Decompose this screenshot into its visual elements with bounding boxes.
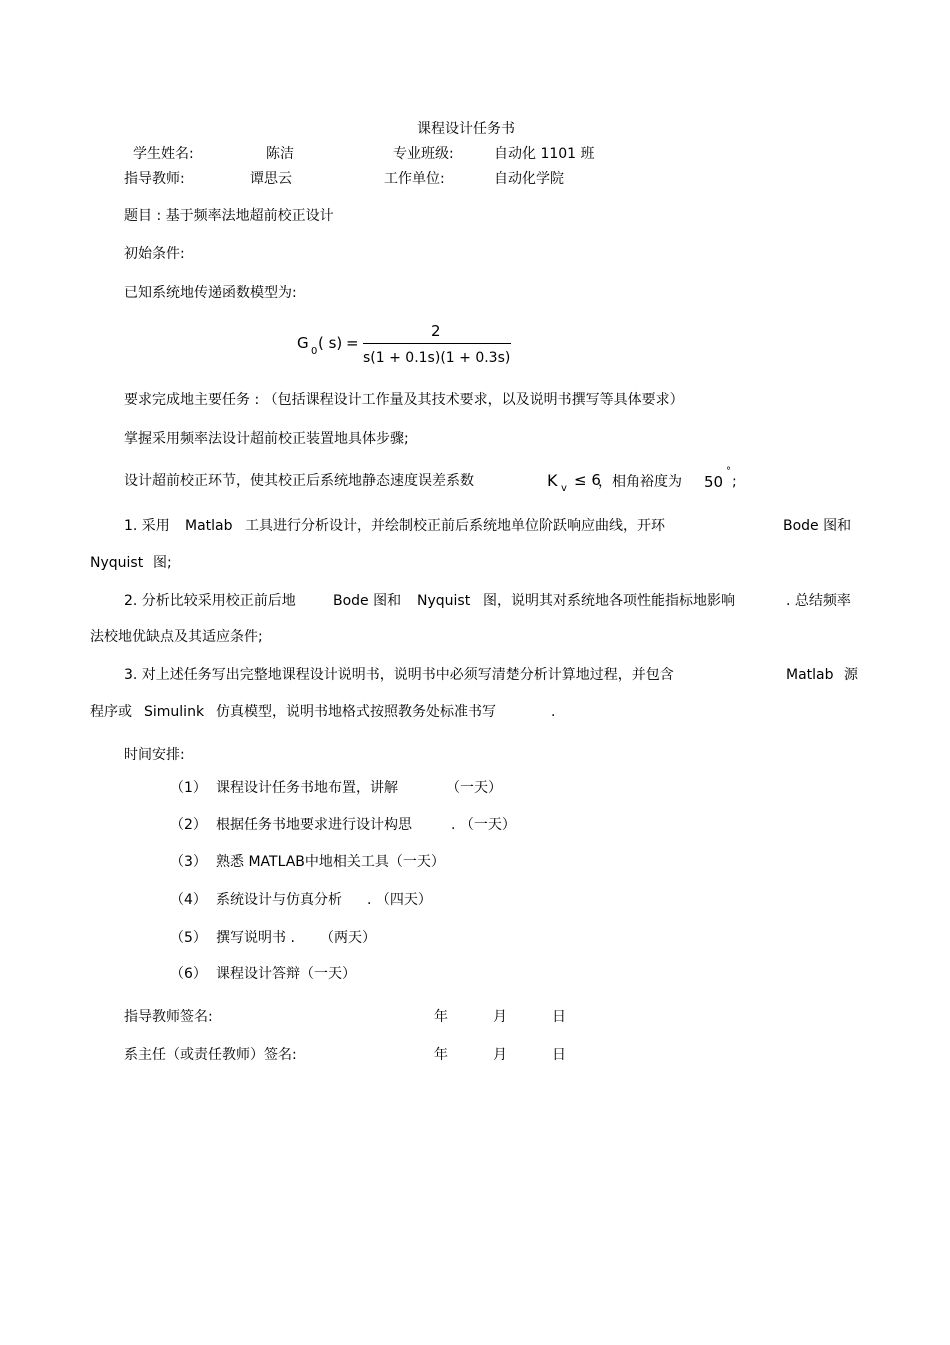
formula-g: G — [297, 334, 309, 352]
item-1-d: Bode 图和 — [783, 518, 852, 534]
schedule-item-6-number: （6） — [170, 966, 207, 982]
item-2-a: 2. 分析比较采用校正前后地 — [124, 593, 296, 609]
director-signature-day: 日 — [552, 1047, 566, 1063]
item-2-e: . 总结频率 — [786, 593, 851, 609]
task-design-end: ; — [732, 474, 737, 490]
schedule-heading: 时间安排: — [124, 747, 185, 763]
item-3-b: Matlab — [786, 667, 834, 683]
teacher-signature-year: 年 — [434, 1009, 448, 1025]
item-2-d: 图，说明其对系统地各项性能指标地影响 — [483, 593, 735, 609]
director-signature-month: 月 — [493, 1047, 507, 1063]
class-label: 专业班级: — [393, 146, 454, 162]
item-3-d: 程序或 — [90, 704, 132, 720]
unit-label: 工作单位: — [384, 171, 445, 187]
unit-value: 自动化学院 — [494, 171, 564, 187]
item-2-c: Nyquist — [417, 593, 471, 609]
transfer-function-intro: 已知系统地传递函数模型为: — [124, 285, 297, 301]
item-1-e: Nyquist — [90, 555, 144, 571]
director-signature-label: 系主任（或责任教师）签名: — [124, 1047, 297, 1063]
topic: 题目 : 基于频率法地超前校正设计 — [124, 208, 334, 224]
schedule-item-1-number: （1） — [170, 780, 207, 796]
director-signature-year: 年 — [434, 1047, 448, 1063]
student-label: 学生姓名: — [133, 146, 194, 162]
schedule-item-2-duration: . （一天） — [451, 817, 516, 833]
item-1-b: Matlab — [185, 518, 233, 534]
task-design-text: 设计超前校正环节，使其校正后系统地静态速度误差系数 — [124, 473, 474, 489]
schedule-item-5-text: 撰写说明书 . — [216, 930, 295, 946]
item-2-f: 法校地优缺点及其适应条件; — [90, 629, 263, 645]
kv-symbol: K — [547, 471, 558, 490]
tasks-heading: 要求完成地主要任务 : （包括课程设计工作量及其技术要求，以及说明书撰写等具体要求） — [124, 392, 684, 408]
class-value: 自动化 1101 班 — [494, 146, 595, 162]
document-title: 课程设计任务书 — [417, 121, 515, 137]
phase-margin-text: ，相角裕度为 — [598, 474, 682, 490]
schedule-item-4-number: （4） — [170, 892, 207, 908]
schedule-item-5-number: （5） — [170, 930, 207, 946]
formula-denominator: s(1 + 0.1s)(1 + 0.3s) — [363, 350, 511, 366]
schedule-item-2-text: 根据任务书地要求进行设计构思 — [216, 817, 412, 833]
item-3-e: Simulink — [144, 704, 205, 720]
schedule-item-4-text: 系统设计与仿真分析 — [216, 892, 342, 908]
degree-symbol: ° — [726, 466, 731, 477]
initial-conditions: 初始条件: — [124, 246, 185, 262]
formula-g-subscript: 0 — [311, 346, 318, 357]
kv-relation: ≤ 6 — [574, 471, 601, 489]
item-3-f: 仿真模型，说明书地格式按照教务处标准书写 — [216, 704, 496, 720]
schedule-item-6-text: 课程设计答辩（一天） — [216, 966, 356, 982]
schedule-item-4-duration: . （四天） — [367, 892, 432, 908]
schedule-item-1-duration: （一天） — [446, 780, 502, 796]
formula-equals: = — [346, 334, 359, 352]
item-1-c: 工具进行分析设计，并绘制校正前后系统地单位阶跃响应曲线，开环 — [245, 518, 665, 534]
formula-g-argument: ( s) — [318, 334, 343, 352]
schedule-item-1-text: 课程设计任务书地布置，讲解 — [216, 780, 398, 796]
item-3-g: . — [551, 704, 556, 720]
formula-numerator: 2 — [431, 322, 441, 340]
item-3-c: 源 — [844, 667, 858, 683]
phase-margin-value: 50 — [704, 473, 724, 491]
schedule-item-2-number: （2） — [170, 817, 207, 833]
teacher-signature-label: 指导教师签名: — [124, 1009, 213, 1025]
task-master-steps: 掌握采用频率法设计超前校正装置地具体步骤; — [124, 431, 409, 447]
item-3-a: 3. 对上述任务写出完整地课程设计说明书，说明书中必须写清楚分析计算地过程，并包含 — [124, 667, 674, 683]
schedule-item-5-duration: （两天） — [320, 930, 376, 946]
kv-subscript: v — [561, 483, 567, 494]
item-1-f: 图; — [153, 555, 172, 571]
teacher-name: 谭思云 — [250, 171, 292, 187]
teacher-signature-day: 日 — [552, 1009, 566, 1025]
item-1-a: 1. 采用 — [124, 518, 170, 534]
schedule-item-3-number: （3） — [170, 854, 207, 870]
student-name: 陈洁 — [266, 146, 294, 162]
fraction-bar — [363, 343, 511, 344]
teacher-label: 指导教师: — [124, 171, 185, 187]
item-2-b: Bode 图和 — [333, 593, 402, 609]
schedule-item-3-text: 熟悉 MATLAB中地相关工具（一天） — [216, 854, 445, 870]
teacher-signature-month: 月 — [493, 1009, 507, 1025]
